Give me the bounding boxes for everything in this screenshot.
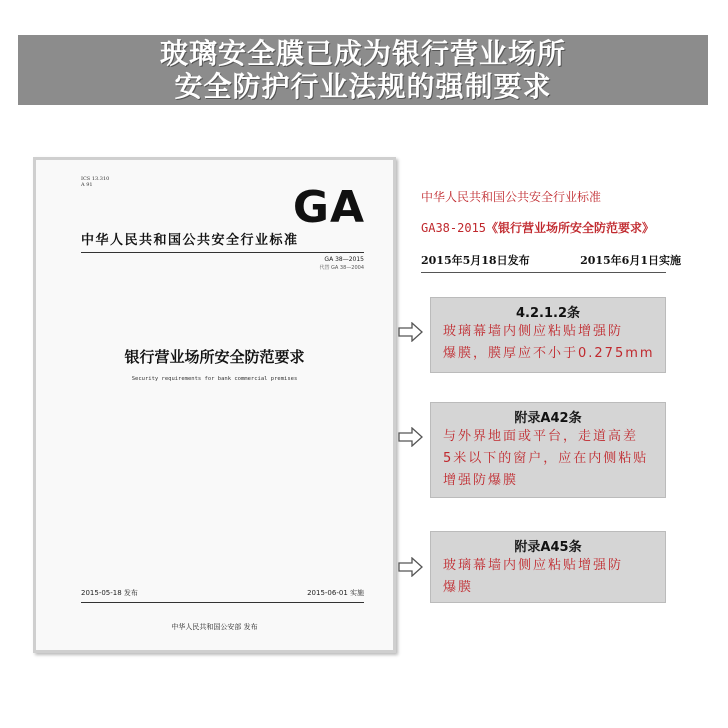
- cover-rule-top: [81, 252, 364, 253]
- title-banner: [18, 35, 708, 105]
- cover-rule-bottom: [81, 602, 364, 603]
- clause-box-a45: [430, 531, 666, 603]
- clause-box-a42: [430, 402, 666, 498]
- clause-box-4212: [430, 297, 666, 373]
- arrow-right-icon: [398, 322, 424, 342]
- ga-logo: GA: [292, 182, 365, 233]
- cover-publisher: 中华人民共和国公安部 发布: [171, 623, 258, 631]
- standard-dates: 2015年5月18日发布 2015年6月1日实施: [421, 254, 681, 267]
- arrow-right-icon: [398, 557, 424, 577]
- cover-code: GA 38—2015 代替 GA 38—2004: [319, 256, 364, 271]
- standard-code-title: GA38-2015《银行营业场所安全防范要求》: [421, 221, 655, 235]
- cover-issue-date: 2015-05-18 发布: [81, 589, 138, 597]
- cover-organization: 中华人民共和国公共安全行业标准: [81, 233, 299, 248]
- arrow-right-icon: [398, 427, 424, 447]
- clause-text: 与外界地面或平台，走道高差 5米以下的窗户，应在内侧粘贴 增强防爆膜: [443, 429, 649, 488]
- standard-cover: [33, 157, 396, 653]
- ics-code: ICS 13.310 A 91: [81, 176, 110, 188]
- clause-text: 玻璃幕墙内侧应粘贴增强防 爆膜: [443, 558, 624, 595]
- cover-effective-date: 2015-06-01 实施: [307, 589, 364, 597]
- clause-heading: 4.2.1.2条: [516, 306, 580, 321]
- cover-title-en: Security requirements for bank commercial premises: [131, 376, 298, 382]
- banner-line-2: 安全防护行业法规的强制要求: [174, 70, 552, 103]
- cover-title: 银行营业场所安全防范要求: [124, 348, 305, 366]
- info-divider: [421, 272, 666, 273]
- clause-heading: 附录A42条: [514, 411, 582, 426]
- clause-heading: 附录A45条: [514, 540, 582, 555]
- standard-type: 中华人民共和国公共安全行业标准: [421, 190, 602, 204]
- clause-text: 玻璃幕墙内侧应粘贴增强防 爆膜，膜厚应不小于0.275mm: [443, 324, 655, 361]
- banner-line-1: 玻璃安全膜已成为银行营业场所: [159, 37, 566, 70]
